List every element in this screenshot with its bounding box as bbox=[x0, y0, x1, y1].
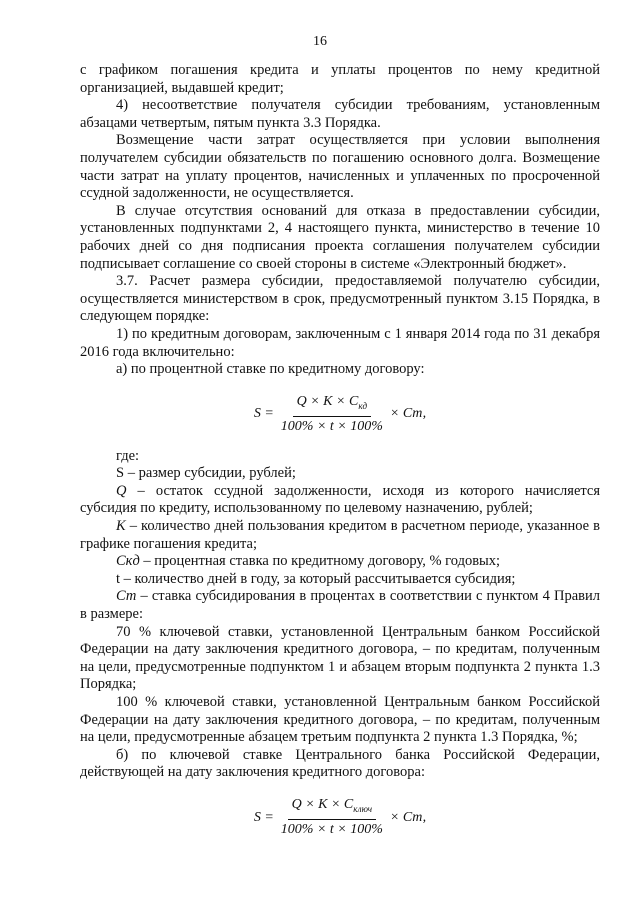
formula-numerator: $Q \times K \times C_{ключ}$ bbox=[288, 796, 377, 820]
paragraph: 1) по кредитным договорам, заключенным с 1 января 2014 года по 31 декабря 2016 года включительно: bbox=[80, 325, 600, 360]
paragraph: 3.7. Расчет размера субсидии, предоставляемой получателю субсидии, осуществляется министерством в срок, предусмотренный пунктом 3.15 Порядка, в следующем порядке: bbox=[80, 273, 600, 325]
where-label: где: bbox=[116, 447, 140, 464]
formula-numerator: $Q \times K \times C_{кд}$ bbox=[293, 393, 371, 417]
definition: Ст – ставка субсидирования в процентах в соответствии с пунктом 4 Правил в размере: bbox=[80, 588, 600, 623]
paragraph: а) по процентной ставке по кредитному договору: bbox=[116, 361, 425, 378]
formula-interest-rate bbox=[80, 393, 600, 436]
paragraph: 4) несоответствие получателя субсидии требованиям, установленным абзацами четвертым, пятым пункта 3.3 Порядка. bbox=[80, 97, 600, 131]
formula-key-rate bbox=[80, 796, 600, 839]
formula-denominator: 100% × t × 100% bbox=[280, 419, 383, 435]
definition: K – количество дней пользования кредитом в расчетном периоде, указанное в графике погашения кредита; bbox=[80, 518, 600, 552]
definition: t – количество дней в году, за который рассчитывается субсидия; bbox=[116, 570, 516, 587]
formula-rhs: × Cт, bbox=[389, 809, 427, 825]
formula-lhs: S = bbox=[253, 406, 274, 422]
formula-fraction bbox=[277, 393, 387, 436]
definition: Скд – процентная ставка по кредитному договору, % годовых; bbox=[116, 553, 501, 570]
paragraph: В случае отсутствия оснований для отказа в предоставлении субсидии, установленных подпунктами 2, 4 настоящего пункта, министерство в течение 10 рабочих дней со дня подписания проекта соглашения получателем субсидии подписывает соглашение со своей стороны в системе «Электронный бюджет». bbox=[80, 202, 600, 272]
document-body bbox=[80, 62, 600, 851]
rate-paragraph: 100 % ключевой ставки, установленной Центральным банком Российской Федерации на дату заключения кредитного договора, – по кредитам, полученным на цели, предусмотренные абзацем третьим подпункта 2 пункта 1.3 Порядка, %; bbox=[80, 693, 600, 746]
rate-paragraph: 70 % ключевой ставки, установленной Центральным банком Российской Федерации на дату заключения кредитного договора, – по кредитам, полученным на цели, предусмотренные подпунктом 1 и абзацем вторым подпункта 2 пункта 1.3 Порядка; bbox=[80, 623, 600, 693]
paragraph: Возмещение части затрат осуществляется при условии выполнения получателем субсидии обязательств по погашению основного долга. Возмещение части затрат на уплату процентов, начисленных и уплаченных по просроченной ссудной задолженности, не осуществляется. bbox=[80, 132, 600, 202]
definition: S – размер субсидии, рублей; bbox=[116, 465, 296, 482]
page-number: 16 bbox=[313, 34, 327, 49]
formula-fraction bbox=[277, 796, 387, 839]
paragraph: б) по ключевой ставке Центрального банка Российской Федерации, действующей на дату заключения кредитного договора: bbox=[80, 746, 600, 781]
formula-denominator: 100% × t × 100% bbox=[280, 822, 383, 838]
formula-rhs: × Cт, bbox=[389, 406, 427, 422]
paragraph: с графиком погашения кредита и уплаты процентов по нему кредитной организацией, выдавшей кредит; bbox=[80, 62, 600, 96]
formula-lhs: S = bbox=[253, 809, 274, 825]
definition: Q – остаток ссудной задолженности, исходя из которого начисляется субсидия по кредиту, использованному по целевому назначению, рублей; bbox=[80, 482, 600, 517]
